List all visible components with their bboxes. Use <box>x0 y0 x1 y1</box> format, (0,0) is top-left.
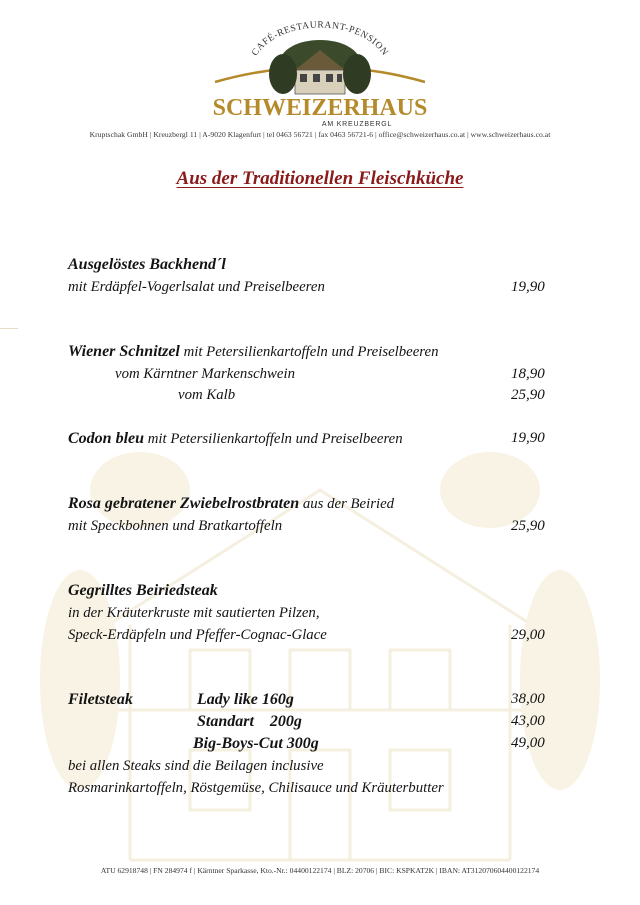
fold-mark <box>0 328 18 329</box>
filet-size-standart: Standart 200g <box>197 713 302 730</box>
dish-beiried-desc1: in der Kräuterkruste mit sautierten Pilzen, <box>68 605 320 621</box>
price-beiried: 29,00 <box>511 627 545 643</box>
schnitzel-variant-pork: vom Kärntner Markenschwein <box>115 366 295 382</box>
price-filet-standart: 43,00 <box>511 713 545 729</box>
dish-rostbraten: Rosa gebratener Zwiebelrostbraten <box>68 495 300 512</box>
logo-subtitle: AM KREUZBERGL <box>321 121 393 128</box>
dish-schnitzel-line <box>68 343 439 361</box>
price-rostbraten: 25,90 <box>511 518 545 534</box>
dish-cordon-line <box>68 430 403 448</box>
dish-rostbraten-desc1: aus der Beiried <box>302 496 395 512</box>
logo-arc-text: CAFÉ-RESTAURANT-PENSION <box>250 20 390 59</box>
dish-cordon-desc: mit Petersilienkartoffeln und Preiselbeeren <box>147 431 403 447</box>
logo-name: SCHWEIZERHAUS <box>212 95 428 121</box>
dish-schnitzel: Wiener Schnitzel <box>68 343 180 360</box>
page-title: Aus der Traditionellen Fleischküche <box>176 168 464 189</box>
price-schnitzel-veal: 25,90 <box>511 387 545 403</box>
footer-bank-line: ATU 62918748 | FN 284974 f | Kärntner Sparkasse, Kto.-Nr.: 04400122174 | BLZ: 20706 | BIC: KSPKAT2K | IBAN: AT312070604400122174 <box>100 866 540 875</box>
dish-backhendl-desc: mit Erdäpfel-Vogerlsalat und Preiselbeeren <box>68 279 325 295</box>
dish-beiried-desc2: Speck-Erdäpfeln und Pfeffer-Cognac-Glace <box>68 627 327 643</box>
house-watermark <box>40 450 600 870</box>
steak-note-1: bei allen Steaks sind die Beilagen inclusive <box>68 758 324 774</box>
dish-cordon: Codon bleu <box>68 430 145 447</box>
filet-size-bigboys: Big-Boys-Cut 300g <box>193 735 319 752</box>
price-backhendl: 19,90 <box>511 279 545 295</box>
dish-rostbraten-line <box>68 495 394 513</box>
dish-rostbraten-desc2: mit Speckbohnen und Bratkartoffeln <box>68 518 283 534</box>
contact-line: Kruptschak GmbH | Kreuzbergl 11 | A-9020 Klagenfurt | tel 0463 56721 | fax 0463 56721-6 | office@schweizerhaus.co.at | www.schweizerhaus.co.at <box>89 130 551 139</box>
filet-size-lady: Lady like 160g <box>197 691 294 708</box>
price-schnitzel-pork: 18,90 <box>511 366 545 382</box>
dish-schnitzel-desc: mit Petersilienkartoffeln und Preiselbeeren <box>183 344 439 360</box>
dish-beiried: Gegrilltes Beiriedsteak <box>68 582 218 599</box>
price-cordon: 19,90 <box>511 430 545 446</box>
schnitzel-variant-veal: vom Kalb <box>178 387 236 403</box>
price-filet-bigboys: 49,00 <box>511 735 545 751</box>
dish-filet: Filetsteak <box>68 691 133 708</box>
steak-note-2: Rosmarinkartoffeln, Röstgemüse, Chilisauce und Kräuterbutter <box>68 780 444 796</box>
price-filet-lady: 38,00 <box>511 691 545 707</box>
dish-backhendl: Ausgelöstes Backhend´l <box>68 256 226 273</box>
restaurant-logo <box>205 12 435 130</box>
